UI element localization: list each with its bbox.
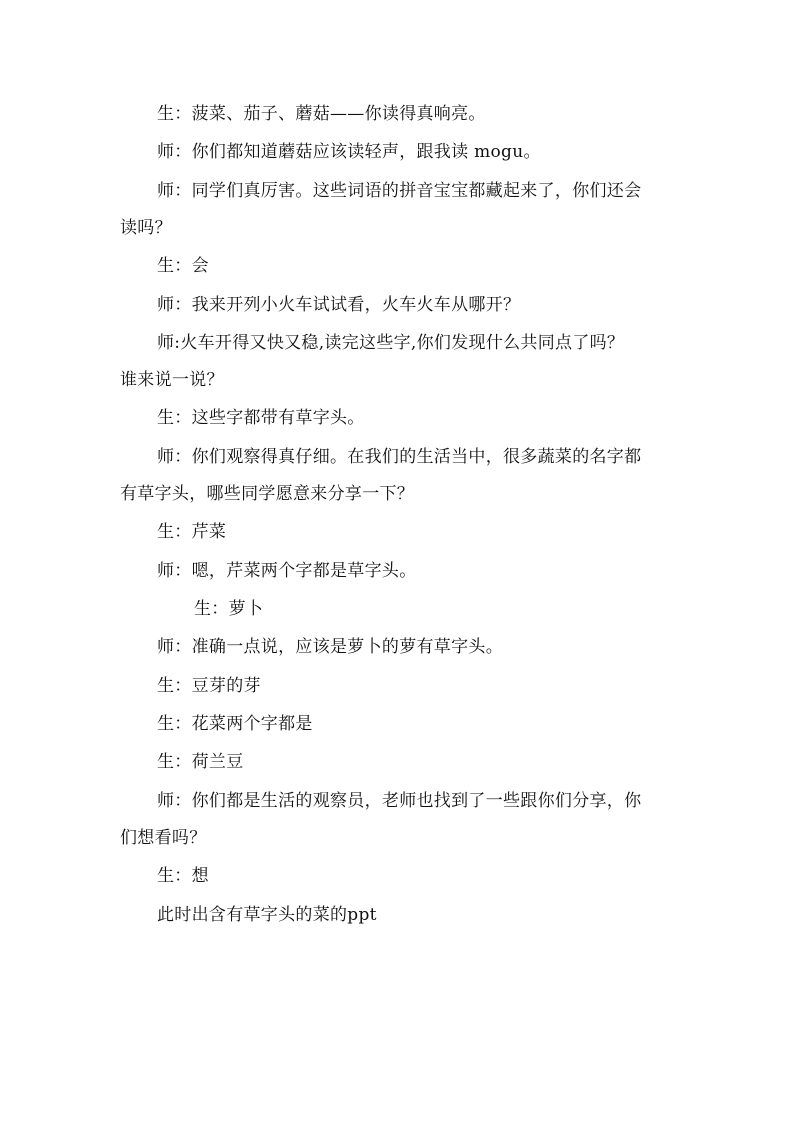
dialogue-line-student-sprout: 生：豆芽的芽 <box>157 675 261 696</box>
dialogue-line-teacher-pinyin: 师：同学们真厉害。这些词语的拼音宝宝都藏起来了，你们还会 <box>157 180 642 201</box>
dialogue-line-teacher-radish: 师：准确一点说，应该是萝卜的萝有草字头。 <box>157 637 503 658</box>
dialogue-line-teacher-share: 师：你们都是生活的观察员，老师也找到了一些跟你们分享，你 <box>157 790 642 811</box>
dialogue-line-teacher-common-cont: 谁来说一说？ <box>120 369 224 390</box>
dialogue-line-student-radish: 生：萝卜 <box>194 598 264 619</box>
dialogue-line-student-want: 生：想 <box>157 866 209 887</box>
dialogue-line-teacher-train: 师：我来开列小火车试试看，火车火车从哪开？ <box>157 294 521 315</box>
dialogue-line-teacher-share-cont: 们想看吗？ <box>120 827 207 848</box>
dialogue-line-student-yes: 生：会 <box>157 256 209 277</box>
dialogue-line-teacher-pinyin-cont: 读吗？ <box>120 217 172 238</box>
dialogue-line-teacher-observe: 师：你们观察得真仔细。在我们的生活当中，很多蔬菜的名字都 <box>157 446 642 467</box>
dialogue-line-teacher-common: 师:火车开得又快又稳,读完这些字,你们发现什么共同点了吗？ <box>157 332 625 353</box>
dialogue-line-student-radical: 生：这些字都带有草字头。 <box>157 408 365 429</box>
dialogue-line-teacher-observe-cont: 有草字头，哪些同学愿意来分享一下？ <box>120 483 415 504</box>
dialogue-line-student-celery: 生：芹菜 <box>157 522 227 543</box>
dialogue-line-student-vegetables: 生：菠菜、茄子、蘑菇——你读得真响亮。 <box>157 104 486 124</box>
dialogue-line-student-cauliflower: 生：花菜两个字都是 <box>157 714 313 735</box>
dialogue-line-teacher-mogu: 师：你们都知道蘑菇应该读轻声，跟我读 mogu。 <box>157 142 541 163</box>
dialogue-line-student-snowpea: 生：荷兰豆 <box>157 752 244 773</box>
stage-direction-ppt: 此时出含有草字头的菜的ppt <box>157 904 377 925</box>
transcript-body <box>120 104 680 943</box>
dialogue-line-teacher-celery: 师：嗯，芹菜两个字都是草字头。 <box>157 560 417 581</box>
